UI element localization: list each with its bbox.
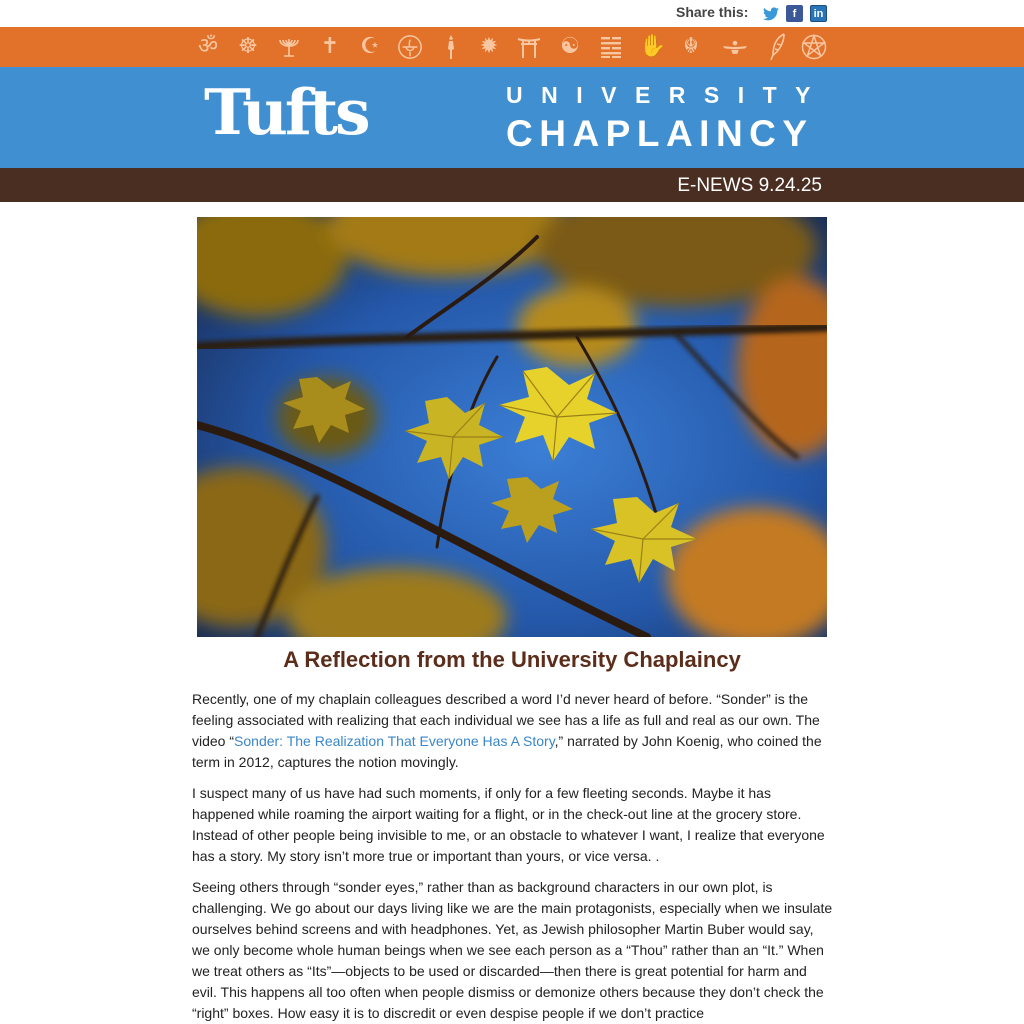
interfaith-symbols-bar <box>0 27 1024 67</box>
twitter-icon[interactable] <box>762 5 779 22</box>
article-body <box>192 689 834 1024</box>
article-title: A Reflection from the University Chaplaincy <box>283 647 741 672</box>
linkedin-icon[interactable]: in <box>810 5 827 22</box>
sun-star-icon: ✹ <box>479 34 499 59</box>
dharma-wheel-icon: ☸ <box>238 34 258 59</box>
hero-image-autumn-leaves <box>197 217 827 637</box>
brand-university-text: UNIVERSITY <box>506 82 830 108</box>
share-label: Share this: <box>676 4 749 20</box>
cross-icon: ✝ <box>320 34 340 59</box>
tufts-logo[interactable]: Tufts <box>204 75 368 149</box>
sonder-video-link[interactable]: Sonder: The Realization That Everyone Has A Story <box>234 733 555 749</box>
article-paragraph <box>192 689 834 773</box>
menorah-icon <box>276 34 302 60</box>
crescent-icon: ☪ <box>360 34 380 59</box>
enews-bar <box>0 168 1024 202</box>
enews-issue-label: E-NEWS 9.24.25 <box>677 175 822 196</box>
yin-yang-icon: ☯ <box>560 34 580 59</box>
jain-hand-icon: ✋ <box>639 34 667 59</box>
paragraph-text: Recently, one of my chaplain colleagues described a word I’d never heard of before. “Sonder” is the feeling associated with realizing that each individual we see has a life as full and real as our own. The video “ <box>192 691 820 749</box>
paragraph-text: ,” narrated by John Koenig, who coined the term in 2012, captures the notion movingly. <box>192 733 822 770</box>
torii-gate-icon <box>516 34 542 60</box>
brand-header <box>0 67 1024 168</box>
brand-chaplaincy-text: CHAPLAINCY <box>506 113 814 154</box>
faravahar-icon <box>722 34 748 60</box>
khanda-icon: ☬ <box>683 34 699 59</box>
feather-icon <box>765 34 791 60</box>
unitarian-chalice-icon <box>397 34 423 60</box>
facebook-icon[interactable]: f <box>786 5 803 22</box>
article-paragraph: I suspect many of us have had such moments, if only for a few fleeting seconds. Maybe it has happened while roaming the airport waiting for a flight, or in the check-out line at the grocery store. Instead of other people being invisible to me, or an obstacle to whatever I want, I realize that everyone has a story. My story isn’t more true or important than yours, or vice versa. . <box>192 785 825 864</box>
pentacle-icon <box>801 34 827 60</box>
share-bar <box>0 0 1024 27</box>
om-icon: ॐ <box>197 34 219 59</box>
native-spirituality-icon <box>438 34 464 60</box>
article-paragraph: Seeing others through “sonder eyes,” rather than as background characters in our own plot, is challenging. We go about our days living like we are the main protagonists, especially when we insulate ourselves behind screens and with headphones. Yet, as Jewish philosopher Martin Buber would say, we only become whole human beings when we see each person as a “Thou” rather than an “It.” When we treat others as “Its”—objects to be used or discarded—then there is great potential for harm and evil. This happens all too often when people dismiss or demonize others because they don’t check the “right” boxes. How easy it is to discredit or even despise people if we don’t practice <box>192 879 833 1021</box>
taoist-hexagram-icon <box>598 34 624 60</box>
